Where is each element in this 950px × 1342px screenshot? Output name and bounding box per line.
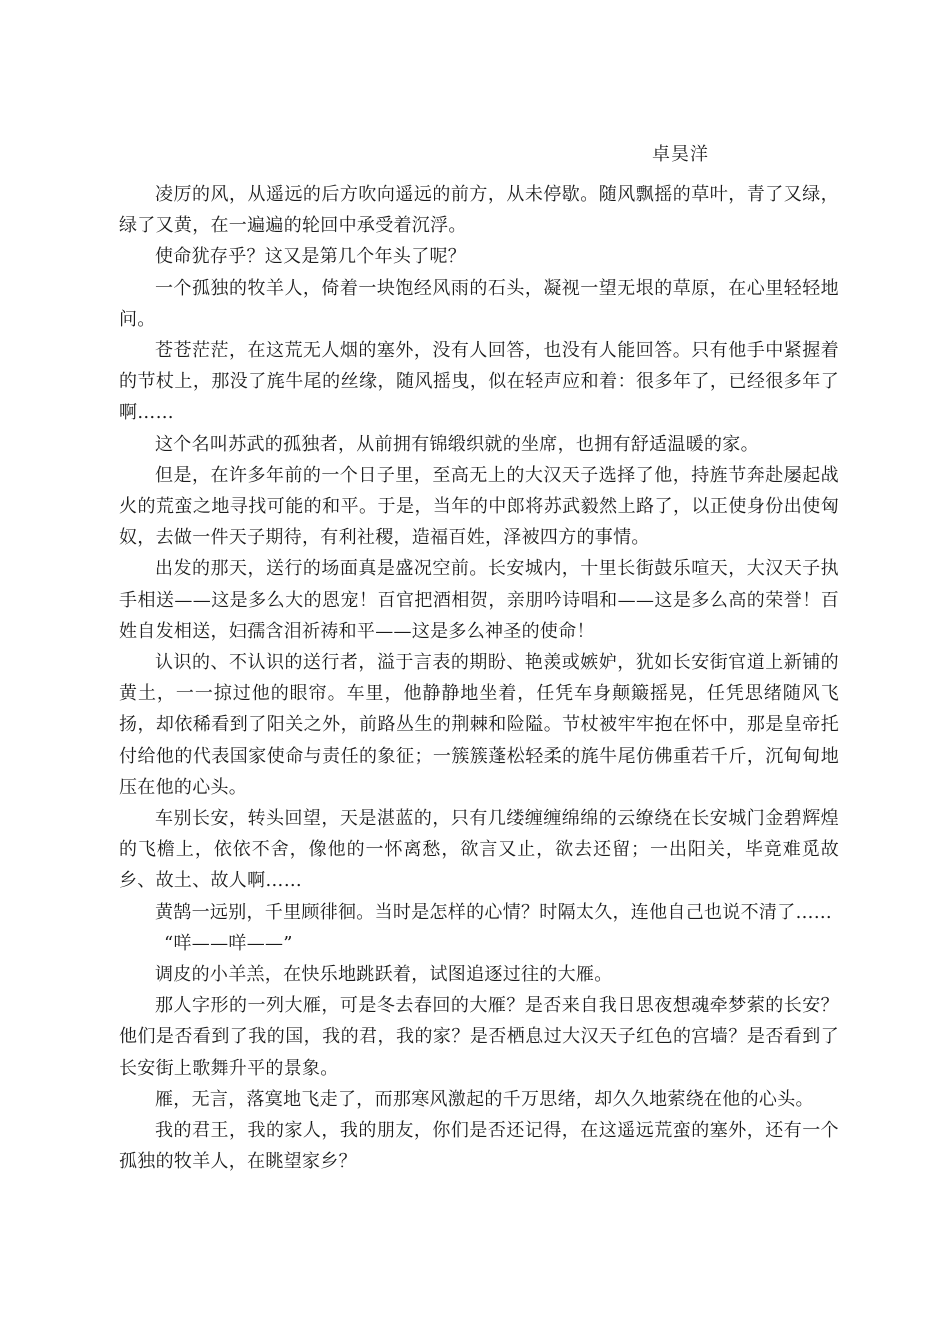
paragraph: 使命犹存乎？这又是第几个年头了呢？ [155,246,467,268]
paragraph: 那人字形的一列大雁，可是冬去春回的大雁？是否来自我日思夜想魂牵梦萦的长安？他们是否看到了我的国，我的君，我的家？是否栖息过大汉天子红色的宫墙？是否看到了长安街上歌舞升平的景象。 [119,995,839,1079]
author-name: 卓昊洋 [652,144,709,165]
paragraph: 但是，在许多年前的一个日子里，至高无上的大汉天子选择了他，持旌节奔赴屡起战火的荒蛮之地寻找可能的和平。于是，当年的中郎将苏武毅然上路了，以正使身份出使匈奴，去做一件天子期待，有利社稷，造福百姓，泽被四方的事情。 [119,464,839,549]
paragraph: 我的君王，我的家人，我的朋友，你们是否还记得，在这遥远荒蛮的塞外，还有一个孤独的牧羊人，在眺望家乡？ [119,1120,839,1173]
paragraph: 出发的那天，送行的场面真是盛况空前。长安城内，十里长街鼓乐喧天，大汉天子执手相送——这是多么大的恩宠！百官把酒相贺，亲朋吟诗唱和——这是多么高的荣誉！百姓自发相送，妇孺含泪祈祷和平——这是多么神圣的使命！ [119,558,839,642]
paragraph: 苍苍茫茫，在这荒无人烟的塞外，没有人回答，也没有人能回答。只有他手中紧握着的节杖上，那没了旄牛尾的丝缘，随风摇曳，似在轻声应和着：很多年了，已经很多年了啊…… [119,340,839,424]
article-body [119,179,839,1178]
paragraph: 这个名叫苏武的孤独者，从前拥有锦缎织就的坐席，也拥有舒适温暖的家。 [155,433,759,455]
paragraph: 黄鹄一远别，千里顾徘徊。当时是怎样的心情？时隔太久，连他自己也说不清了…… [155,901,833,923]
paragraph: 认识的、不认识的送行者，溢于言表的期盼、艳羡或嫉妒，犹如长安街官道上新铺的黄土，一一掠过他的眼帘。车里，他静静地坐着，任凭车身颠簸摇晃，任凭思绪随风飞扬，却依稀看到了阳关之外，前路丛生的荆棘和险隘。节杖被牢牢抱在怀中，那是皇帝托付给他的代表国家使命与责任的象征；一簇簇蓬松轻柔的旄牛尾仿佛重若千斤，沉甸甸地压在他的心头。 [119,652,839,798]
paragraph: 雁，无言，落寞地飞走了，而那寒风激起的千万思绪，却久久地萦绕在他的心头。 [155,1088,814,1110]
paragraph: 调皮的小羊羔，在快乐地跳跃着，试图追逐过往的大雁。 [155,964,613,986]
paragraph: 一个孤独的牧羊人，倚着一块饱经风雨的石头，凝视一望无垠的草原，在心里轻轻地问。 [119,277,839,330]
paragraph: 车别长安，转头回望，天是湛蓝的，只有几缕缠缠绵绵的云缭绕在长安城门金碧辉煌的飞檐上，依依不舍，像他的一怀离愁，欲言又止，欲去还留；一出阳关，毕竟难觅故乡、故土、故人啊…… [119,808,839,892]
paragraph: 凌厉的风，从遥远的后方吹向遥远的前方，从未停歇。随风飘摇的草叶，青了又绿，绿了又黄，在一遍遍的轮回中承受着沉浮。 [119,184,839,237]
sheep-bleat-quote: “咩——咩——” [164,932,293,954]
